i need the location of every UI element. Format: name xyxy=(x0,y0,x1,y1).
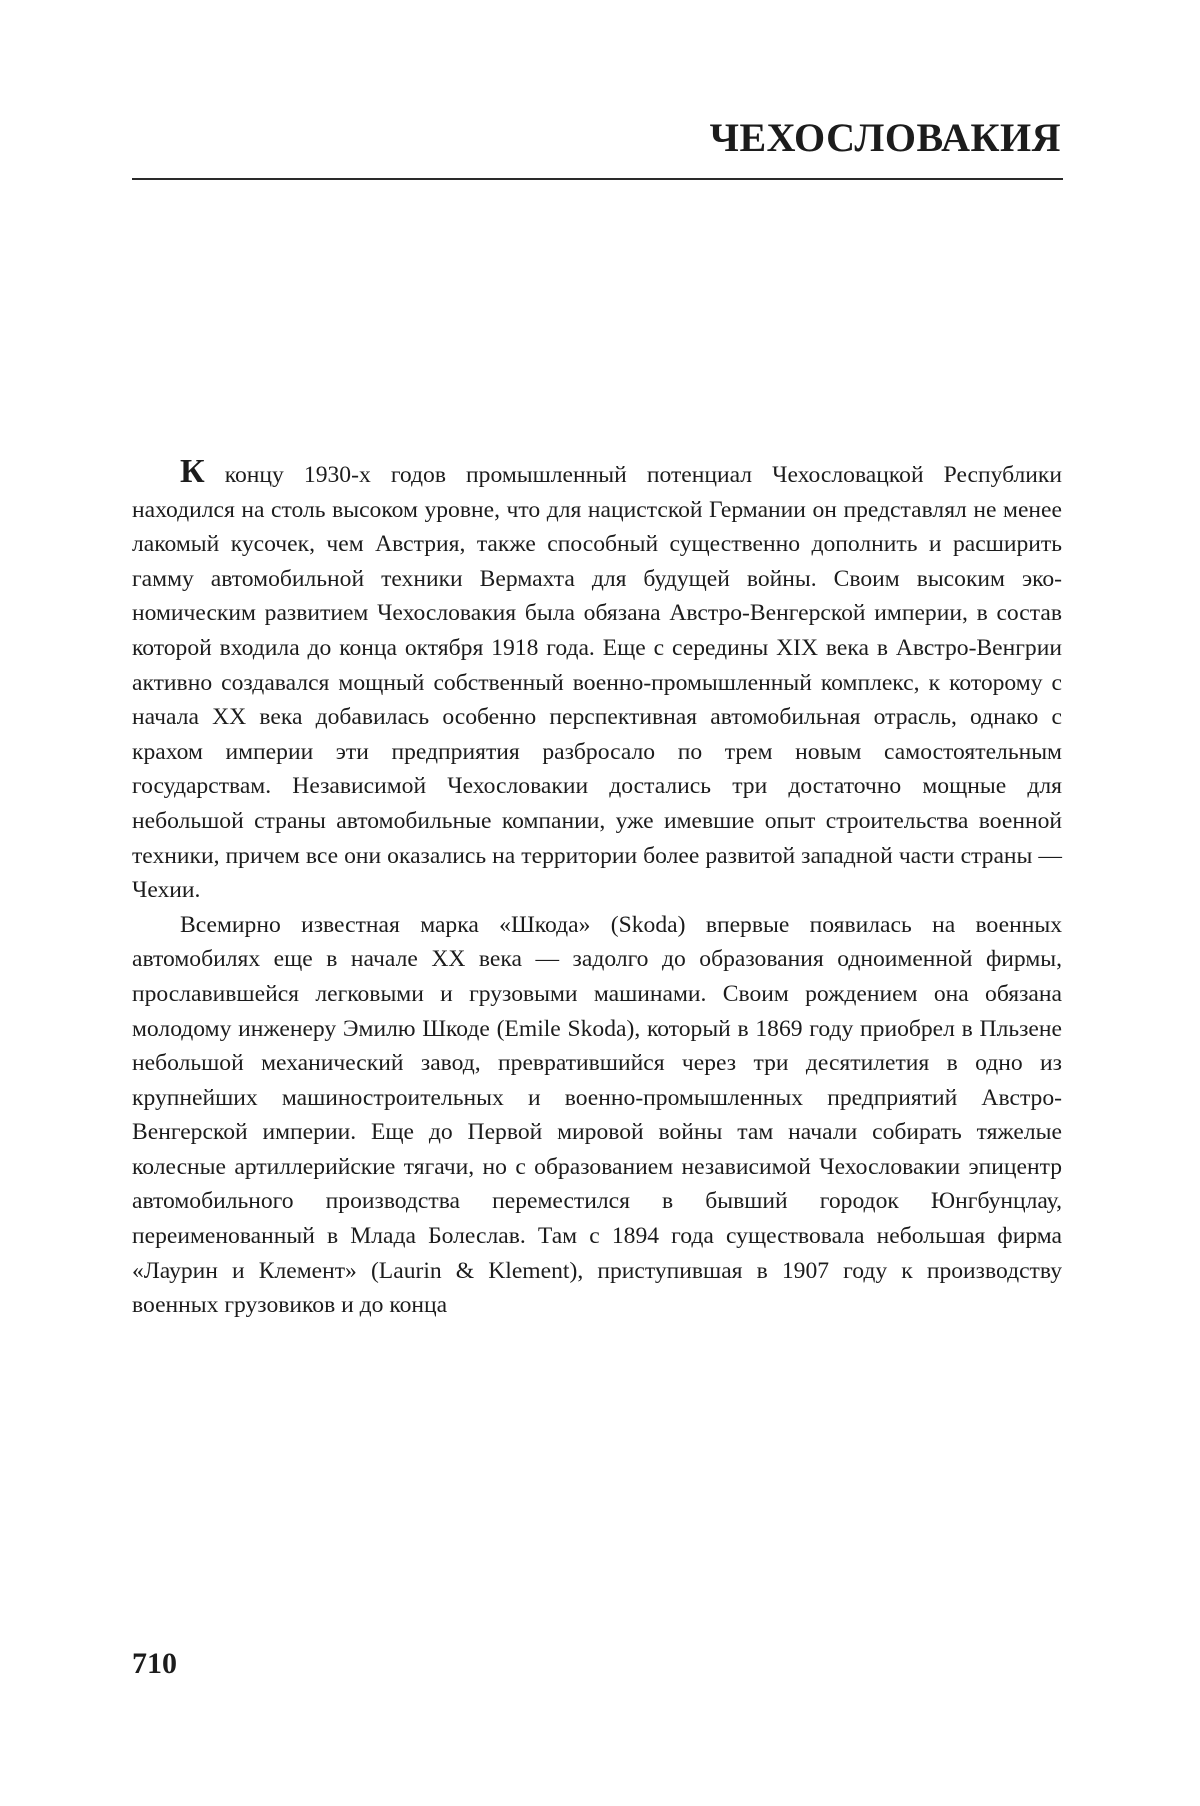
title-rule xyxy=(132,178,1063,180)
chapter-header xyxy=(132,112,1063,180)
paragraph-1-text: концу 1930-х годов промышленный потенциал Чехословацкой Республики находился на столь высоком уровне, что для нацистской Германии он представлял не менее лакомый кусочек, чем Австрия, также способный существенно дополнить и расширить гамму автомобильной техники Вермахта для будущей войны. Своим высоким экономическим развитием Чехословакия была обязана Австро-Венгерской империи, в состав которой входила до конца октября 1918 года. Еще с середины XIX века в Австро-Венгрии активно создавался мощный собственный военно-промышленный комплекс, к которому с начала XX века добавилась особенно перспективная автомобильная отрасль, однако с крахом империи эти предприятия разбросало по трем новым самостоятельным государствам. Независимой Чехословакии достались три достаточно мощные для небольшой страны автомобильные компании, уже имевшие опыт строительства военной техники, причем все они оказались на территории более развитой западной части страны — Чехии. xyxy=(132,462,1062,904)
drop-cap: К xyxy=(180,453,205,490)
body-text xyxy=(132,453,1062,1323)
chapter-title: ЧЕХОСЛОВАКИЯ xyxy=(709,115,1061,160)
page-number: 710 xyxy=(132,1647,177,1680)
paragraph-1 xyxy=(132,453,1062,908)
paragraph-2: Всемирно известная марка «Шкода» (Skoda) впервые появилась на военных автомобилях еще в начале XX века — задолго до образования одноименной фирмы, прославившейся легковыми и грузовыми машинами. Своим рождением она обязана молодому инженеру Эмилю Шкоде (Emile Skoda), который в 1869 году приобрел в Пльзене небольшой механический завод, превратившийся через три десятилетия в одно из крупнейших машиностроительных и военно-промышленных предприятий Австро-Венгерской империи. Еще до Первой мировой войны там начали собирать тяжелые колесные артиллерийские тягачи, но с образованием независимой Чехословакии эпицентр автомобильного производства переместился в бывший городок Юнгбунцлау, переименованный в Млада Болеслав. Там с 1894 года существовала небольшая фирма «Лаурин и Клемент» (Laurin & Klement), приступившая в 1907 году к производству военных грузовиков и до конца xyxy=(132,911,1062,1319)
